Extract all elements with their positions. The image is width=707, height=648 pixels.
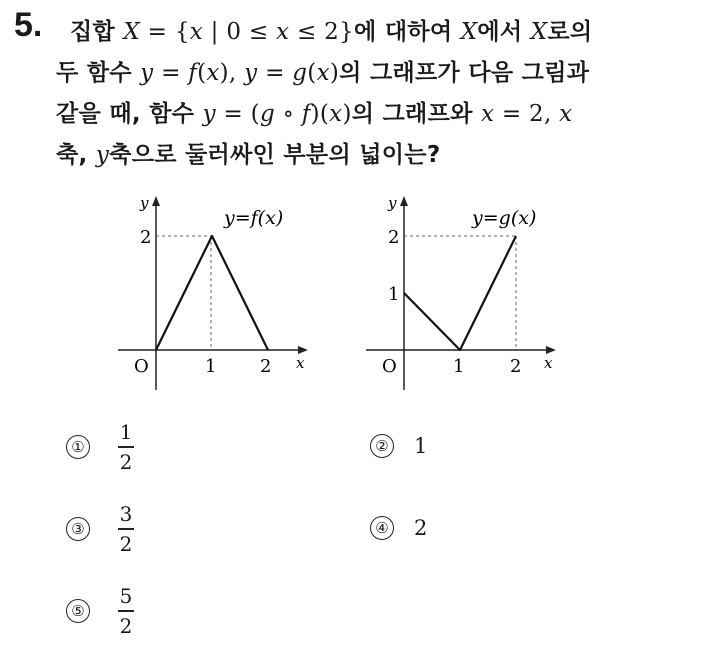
math-symbol: = <box>153 60 189 86</box>
math-variable: x <box>329 101 343 127</box>
math-variable: y <box>244 60 258 86</box>
question-text-run: 같을 때, 함수 <box>56 101 203 127</box>
math-symbol: ∘ <box>274 101 302 127</box>
question-text-run: 두 함수 <box>56 60 141 86</box>
question-text-run: 의 그래프와 <box>351 101 481 127</box>
x-axis-arrow-icon <box>298 346 308 354</box>
math-variable: x <box>276 19 290 45</box>
fraction-bar <box>118 610 134 612</box>
fraction-bar <box>118 528 134 530</box>
y-tick-2: 2 <box>140 227 152 248</box>
math-variable: x <box>189 19 204 45</box>
math-symbol: ≤ 2} <box>289 19 354 45</box>
choice-1-fraction <box>118 420 134 474</box>
choice-3[interactable] <box>66 502 134 556</box>
math-symbol: = 2, <box>494 101 560 127</box>
choice-2-mark: ② <box>370 434 394 458</box>
math-symbol: )( <box>310 101 330 127</box>
choice-4-value: 2 <box>414 516 428 540</box>
math-symbol: ( <box>307 60 317 86</box>
graph-f-title: y=f(x) <box>224 207 284 229</box>
origin-label: O <box>134 356 149 377</box>
x-tick-1: 1 <box>453 356 465 377</box>
choice-1-numerator: 1 <box>119 420 133 444</box>
choice-1[interactable] <box>66 420 134 474</box>
math-variable: y <box>202 101 216 127</box>
question-text-run: 로의 <box>547 19 593 45</box>
math-symbol: ) <box>329 60 340 86</box>
math-variable: y <box>140 60 154 86</box>
choice-5-fraction <box>118 584 134 638</box>
math-symbol: ), <box>219 60 245 86</box>
choice-4[interactable] <box>370 516 427 540</box>
x-tick-1: 1 <box>205 356 217 377</box>
x-axis-arrow-icon <box>546 346 556 354</box>
question-text-run: 에서 <box>477 19 531 45</box>
question-line-3 <box>56 94 680 135</box>
graph-g <box>366 190 576 390</box>
math-symbol: | 0 ≤ <box>203 19 277 45</box>
fraction-bar <box>118 446 134 448</box>
math-variable: g <box>292 60 308 86</box>
math-variable: x <box>206 60 220 86</box>
y-tick-2: 2 <box>388 227 400 248</box>
choice-2-value: 1 <box>414 434 428 458</box>
choice-5[interactable] <box>66 584 134 638</box>
choice-4-mark: ④ <box>370 516 394 540</box>
math-symbol: = ( <box>215 101 260 127</box>
graph-g-line <box>404 236 516 350</box>
math-variable: x <box>480 101 495 127</box>
choice-3-numerator: 3 <box>119 502 133 526</box>
math-variable: X <box>123 19 141 45</box>
y-tick-1: 1 <box>388 284 400 305</box>
math-variable: x <box>559 101 573 127</box>
y-axis-arrow-icon <box>400 196 408 206</box>
question-number: 5. <box>14 6 43 44</box>
y-axis-label: y <box>140 194 149 212</box>
question-line-1 <box>70 12 680 53</box>
graph-f <box>118 190 328 390</box>
x-axis-label: x <box>296 354 305 372</box>
question-text-run: 집합 <box>70 19 124 45</box>
graph-g-svg <box>366 190 576 390</box>
x-tick-2: 2 <box>510 356 522 377</box>
graph-f-line <box>156 236 268 350</box>
graph-g-title: y=g(x) <box>472 207 537 229</box>
choice-3-mark: ③ <box>66 517 90 541</box>
question-text-run: 축으로 둘러싸인 부분의 넓이는? <box>109 142 441 168</box>
math-variable: f <box>188 60 198 86</box>
x-axis-label: x <box>544 354 553 372</box>
choice-5-denominator: 2 <box>119 613 133 638</box>
question-text-run: 의 그래프가 다음 그림과 <box>339 60 590 86</box>
math-symbol: = <box>257 60 293 86</box>
question-line-4 <box>56 135 680 176</box>
question-text <box>56 12 680 176</box>
math-symbol: ) <box>342 101 352 127</box>
choice-5-numerator: 5 <box>119 584 133 608</box>
math-variable: y <box>95 142 110 168</box>
choice-2[interactable] <box>370 434 427 458</box>
x-tick-2: 2 <box>260 356 272 377</box>
question-text-run: 축, <box>56 142 96 168</box>
math-symbol: = { <box>140 19 190 45</box>
math-variable: X <box>460 19 478 45</box>
math-variable: X <box>530 19 548 45</box>
choice-1-denominator: 2 <box>119 449 133 474</box>
question-text-run: 에 대하여 <box>354 19 461 45</box>
y-axis-label: y <box>388 194 397 212</box>
graph-f-svg <box>118 190 328 390</box>
math-variable: f <box>301 101 311 127</box>
choice-3-fraction <box>118 502 134 556</box>
origin-label: O <box>382 356 397 377</box>
question-line-2 <box>56 53 680 94</box>
choice-1-mark: ① <box>66 435 90 459</box>
y-axis-arrow-icon <box>152 196 160 206</box>
choice-5-mark: ⑤ <box>66 599 90 623</box>
math-variable: x <box>316 60 330 86</box>
choice-3-denominator: 2 <box>119 531 133 556</box>
math-variable: g <box>259 101 275 127</box>
math-symbol: ( <box>197 60 207 86</box>
